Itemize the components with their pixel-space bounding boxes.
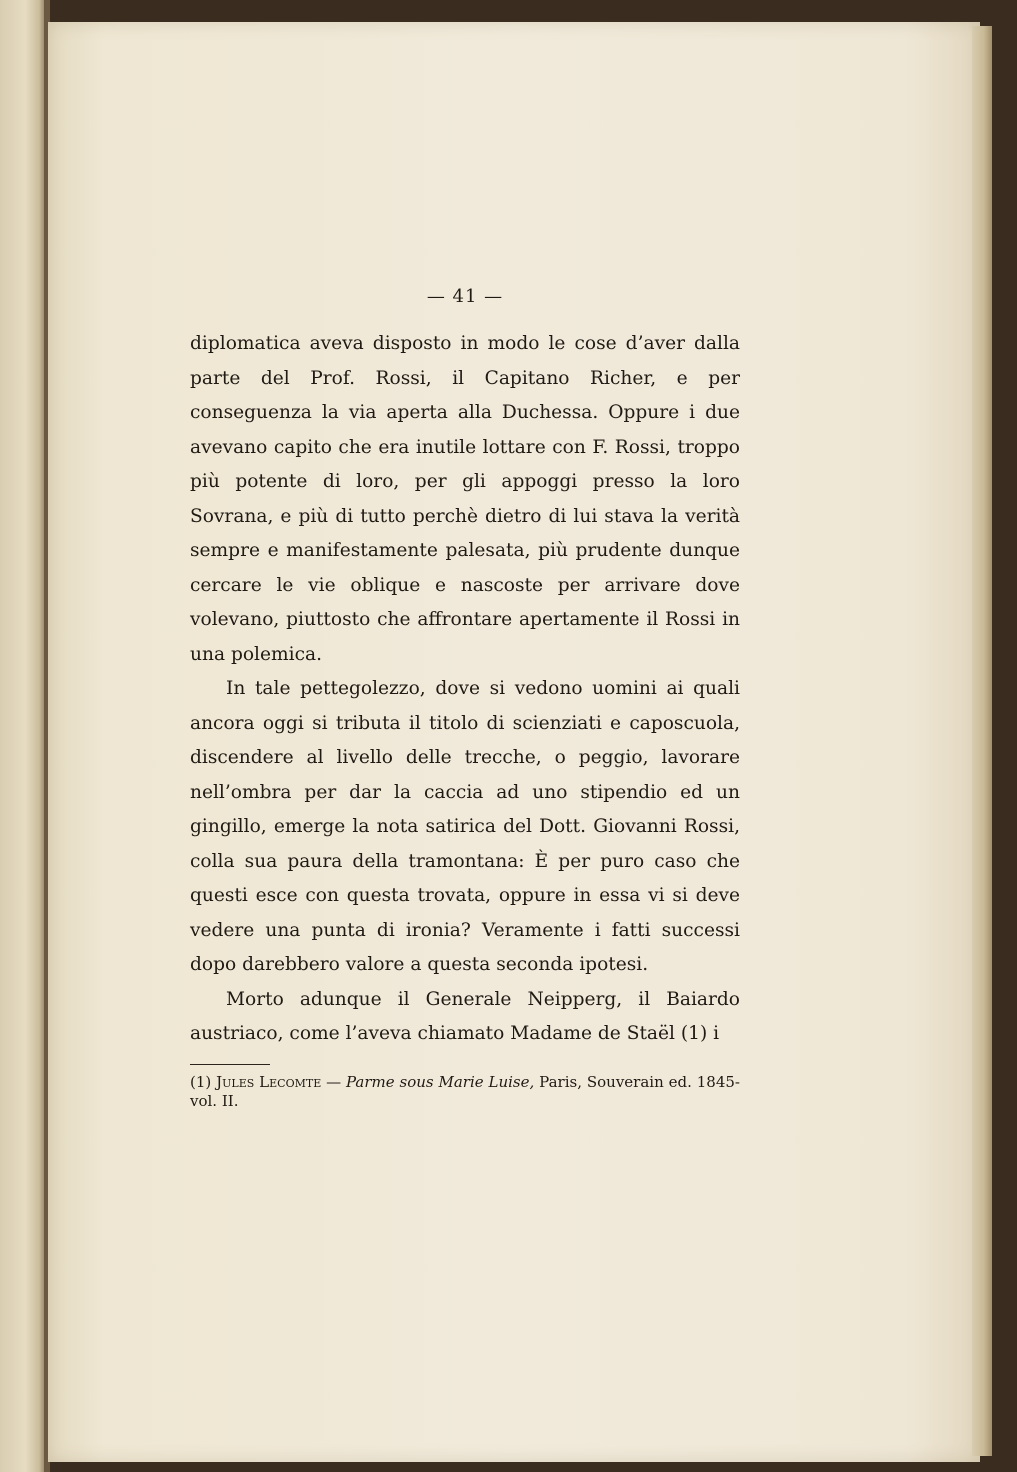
footnote-separator bbox=[190, 1064, 270, 1065]
footnote-dash: — bbox=[326, 1072, 342, 1091]
paragraph: In tale pettegolezzo, dove si vedono uomini ai quali ancora oggi si tributa il titolo di scienziati e caposcuola, discendere al livello delle trecche, o peggio, lavorare nell’ombra per dar la caccia ad uno stipendio ed un gingillo, emerge la nota satirica del Dott. Giovanni Rossi, colla sua paura della tramontana: È per puro caso che questi esce con questa trovata, oppure in essa vi si deve vedere una punta di ironia? Veramente i fatti successi dopo darebbero valore a questa seconda ipotesi. bbox=[190, 678, 740, 975]
footnote bbox=[190, 1073, 740, 1111]
paragraph-continuation: diplomatica aveva disposto in modo le cose d’aver dalla parte del Prof. Rossi, il Capitano Richer, e per conseguenza la via aperta alla Duchessa. Oppure i due avevano capito che era inutile lottare con F. Rossi, troppo più potente di loro, per gli appoggi presso la loro Sovrana, e più di tutto perchè dietro di lui stava la verità sempre e manifestamente palesata, più prudente dunque cercare le vie oblique e nascoste per arrivare dove volevano, piuttosto che affrontare apertamente il Rossi in una polemica. bbox=[190, 333, 740, 665]
paragraph: Morto adunque il Generale Neipperg, il Baiardo austriaco, come l’aveva chiamato Madame de Staël (1) i bbox=[190, 988, 740, 1044]
footnote-publication: Paris, Souverain ed. 1845-vol. II. bbox=[190, 1072, 740, 1110]
footnote-title: Parme sous Marie Luise, bbox=[346, 1072, 535, 1091]
page-number: — 41 — bbox=[426, 286, 504, 307]
facing-page-edge bbox=[0, 0, 46, 1472]
text-block bbox=[190, 286, 740, 1111]
body-text bbox=[190, 327, 740, 1052]
footnote-author: Jules Lecomte bbox=[216, 1072, 322, 1091]
page-fore-edge bbox=[972, 26, 992, 1456]
footnote-marker: (1) bbox=[190, 1072, 212, 1091]
